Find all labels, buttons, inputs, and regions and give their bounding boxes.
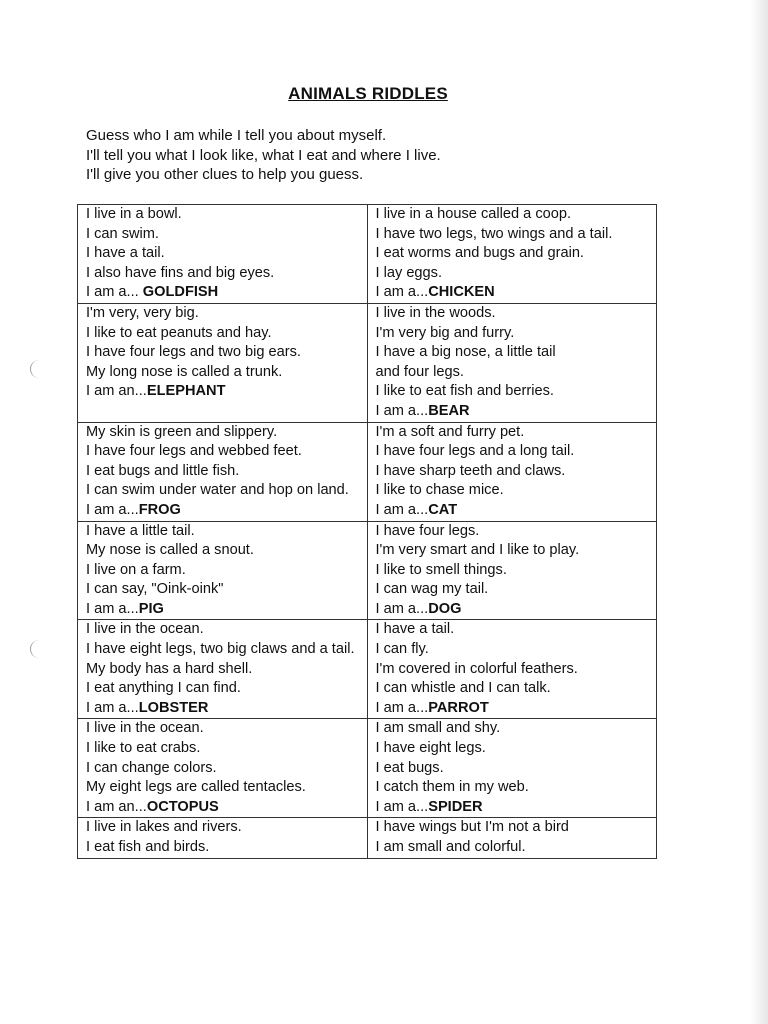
- riddle-clue: I have sharp teeth and claws.: [375, 462, 566, 479]
- answer-word: CHICKEN: [428, 284, 495, 301]
- riddle-clue: I'm a soft and furry pet.: [375, 423, 525, 440]
- riddle-clue: I lay eggs.: [375, 264, 443, 281]
- riddle-clue: I'm very, very big.: [86, 304, 199, 321]
- riddle-clue: I am small and colorful.: [375, 839, 526, 855]
- riddle-answer-line: [376, 600, 651, 620]
- riddle-clue: I like to eat fish and berries.: [375, 383, 554, 400]
- riddle-clue: I live in the ocean.: [86, 621, 204, 638]
- riddle-answer-line: [86, 600, 361, 620]
- answer-word: BEAR: [428, 402, 470, 419]
- intro-line: I'll give you other clues to help you guess.: [86, 166, 364, 183]
- riddle-clue: I live in the woods.: [375, 304, 496, 321]
- riddle-clue: I also have fins and big eyes.: [86, 264, 275, 281]
- answer-word: SPIDER: [428, 798, 483, 815]
- riddle-clue: I have two legs, two wings and a tail.: [375, 225, 613, 242]
- riddle-row: [78, 719, 657, 818]
- riddle-clue: My body has a hard shell.: [86, 660, 253, 677]
- answer-prefix: I am a...: [86, 284, 143, 301]
- riddle-clue: I can fly.: [375, 641, 429, 658]
- riddle-cell-right: [367, 521, 657, 620]
- riddle-row: [78, 818, 657, 858]
- riddle-clue: and four legs.: [375, 363, 464, 380]
- riddle-answer-line: [86, 699, 361, 719]
- riddle-row: [78, 205, 657, 304]
- riddle-clue: I eat anything I can find.: [86, 680, 241, 697]
- riddle-clue: I have a tail.: [86, 245, 165, 262]
- riddle-clue: I live in the ocean.: [86, 720, 204, 737]
- riddle-clue: I eat fish and birds.: [86, 839, 210, 855]
- riddle-answer-line: [86, 798, 361, 818]
- riddle-clue: I live in a bowl.: [86, 206, 182, 222]
- riddle-clue: I catch them in my web.: [375, 779, 529, 796]
- riddle-cell-right: [367, 422, 657, 521]
- riddle-clue: I like to chase mice.: [375, 482, 504, 499]
- riddle-cell-left: [78, 303, 368, 422]
- answer-word: DOG: [428, 600, 462, 617]
- riddle-clue: I have eight legs, two big claws and a tail.: [86, 641, 355, 658]
- answer-prefix: I am a...: [375, 600, 429, 617]
- punch-hole-mark-top: [30, 360, 43, 378]
- answer-prefix: I am a...: [375, 501, 429, 518]
- riddle-clue: I live in a house called a coop.: [375, 206, 572, 222]
- riddle-clue: I have four legs and two big ears.: [86, 344, 301, 361]
- answer-word: ELEPHANT: [146, 383, 226, 400]
- riddle-clue: I have four legs and a long tail.: [375, 443, 575, 460]
- riddle-answer-line: [376, 283, 651, 303]
- riddle-clue: I like to eat crabs.: [86, 740, 201, 757]
- riddle-answer-line: [376, 402, 651, 422]
- riddle-clue: I can swim.: [86, 225, 159, 242]
- punch-hole-mark-bottom: [30, 640, 43, 658]
- riddle-clue: I can say, "Oink-oink": [86, 581, 224, 598]
- riddle-cell-left: [78, 422, 368, 521]
- answer-word: FROG: [138, 501, 181, 518]
- riddle-clue: My eight legs are called tentacles.: [86, 779, 306, 796]
- riddle-cell-right: [367, 303, 657, 422]
- riddle-clue: I have a big nose, a little tail: [375, 344, 556, 361]
- riddle-row: [78, 303, 657, 422]
- riddle-cell-left: [78, 205, 368, 304]
- riddle-clue: I like to smell things.: [375, 561, 507, 578]
- riddle-clue: My long nose is called a trunk.: [86, 363, 283, 380]
- answer-prefix: I am a...: [375, 699, 429, 716]
- riddle-clue: I'm covered in colorful feathers.: [375, 660, 578, 677]
- riddle-row: [78, 620, 657, 719]
- riddle-clue: I live on a farm.: [86, 561, 186, 578]
- answer-prefix: I am a...: [375, 402, 429, 419]
- riddle-clue: I can whistle and I can talk.: [375, 680, 551, 697]
- riddle-cell-right: [367, 719, 657, 818]
- riddle-clue: I eat bugs.: [375, 759, 444, 776]
- riddle-clue: My skin is green and slippery.: [86, 423, 278, 440]
- riddle-clue: I have a little tail.: [86, 522, 195, 539]
- riddle-cell-right: [367, 620, 657, 719]
- riddle-cell-left: [78, 620, 368, 719]
- riddle-clue: I'm very smart and I like to play.: [375, 542, 580, 559]
- answer-prefix: I am a...: [86, 501, 139, 518]
- riddle-clue: I eat bugs and little fish.: [86, 462, 240, 479]
- riddle-clue: I have eight legs.: [375, 740, 486, 757]
- intro-line: I'll tell you what I look like, what I eat and where I live.: [86, 146, 441, 164]
- riddle-clue: I have wings but I'm not a bird: [375, 819, 569, 836]
- riddle-row: [78, 422, 657, 521]
- answer-prefix: I am an...: [86, 383, 147, 400]
- riddle-clue: I have four legs.: [375, 522, 480, 539]
- answer-word: CAT: [428, 501, 458, 518]
- answer-prefix: I am an...: [86, 798, 147, 815]
- riddle-cell-left: [78, 521, 368, 620]
- riddle-clue: I can change colors.: [86, 759, 217, 776]
- answer-word: PARROT: [428, 699, 489, 716]
- page-title: ANIMALS RIDDLES: [288, 84, 448, 103]
- riddle-answer-line: [376, 699, 651, 719]
- answer-prefix: I am a...: [86, 600, 139, 617]
- riddle-answer-line: [86, 501, 361, 521]
- riddle-clue: My nose is called a snout.: [86, 542, 254, 559]
- riddle-clue: I am small and shy.: [375, 720, 501, 737]
- answer-prefix: I am a...: [86, 699, 139, 716]
- riddle-cell-right: [367, 205, 657, 304]
- answer-prefix: I am a...: [375, 798, 429, 815]
- riddle-cell-left: [78, 719, 368, 818]
- riddle-clue: I have four legs and webbed feet.: [86, 443, 302, 460]
- page-edge: [750, 0, 768, 1024]
- intro-text: [86, 126, 646, 185]
- riddle-answer-line: [376, 501, 651, 521]
- answer-prefix: I am a...: [375, 284, 429, 301]
- riddle-clue: I can wag my tail.: [375, 581, 489, 598]
- riddle-clue: I'm very big and furry.: [375, 324, 515, 341]
- answer-word: LOBSTER: [138, 699, 209, 716]
- riddle-clue: I eat worms and bugs and grain.: [375, 245, 584, 262]
- riddle-answer-line: [86, 283, 361, 303]
- riddle-clue: I have a tail.: [375, 621, 455, 638]
- answer-word: OCTOPUS: [146, 798, 219, 815]
- riddles-table: [77, 204, 657, 859]
- answer-word: PIG: [138, 600, 164, 617]
- riddle-cell-left: [78, 818, 368, 858]
- riddle-answer-line: [86, 382, 361, 402]
- riddle-cell-right: [367, 818, 657, 858]
- answer-word: GOLDFISH: [142, 284, 219, 301]
- riddle-answer-line: [376, 798, 651, 818]
- riddle-clue: I can swim under water and hop on land.: [86, 482, 349, 499]
- riddles-table-body: [78, 205, 657, 859]
- intro-line: Guess who I am while I tell you about myself.: [86, 127, 387, 144]
- riddle-row: [78, 521, 657, 620]
- riddle-clue: I live in lakes and rivers.: [86, 819, 242, 836]
- riddle-clue: I like to eat peanuts and hay.: [86, 324, 272, 341]
